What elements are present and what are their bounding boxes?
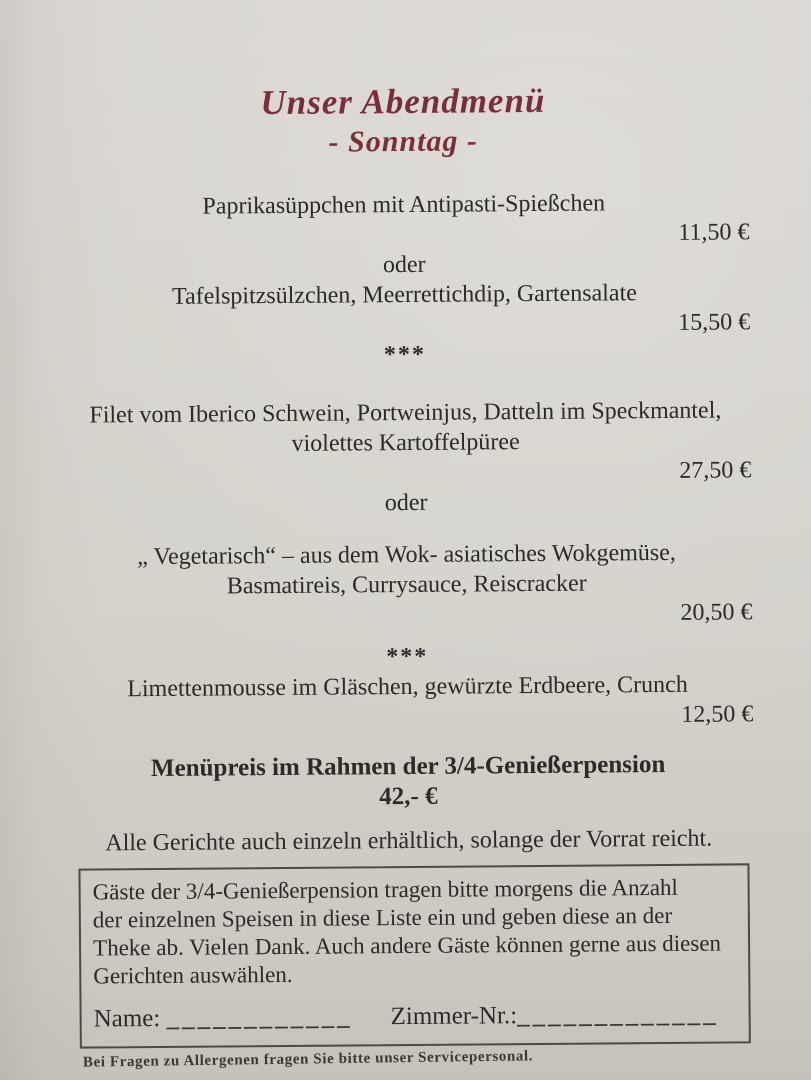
main-option1-name-line1: Filet vom Iberico Schwein, Portweinjus, Datteln im Speckmantel, xyxy=(89,397,722,429)
menu-subtitle: - Sonntag - xyxy=(328,124,479,159)
or-separator-label: oder xyxy=(384,489,428,517)
dessert-name: Limettenmousse im Gläschen, gewürzte Erdbeere, Crunch xyxy=(127,671,688,703)
starter-option2-price: 15,50 € xyxy=(678,309,751,336)
name-blank-line: ____________ xyxy=(166,1003,353,1032)
info-line: Gäste der 3/4-Genießerpension tragen bitte morgens die Anzahl xyxy=(92,874,678,905)
info-line: der einzelnen Speisen in diese Liste ein und geben diese an der xyxy=(92,902,673,933)
room-number-label: Zimmer-Nr.: xyxy=(390,1002,518,1031)
dessert-price: 12,50 € xyxy=(681,701,754,728)
allergen-note: Bei Fragen zu Allergenen fragen Sie bitte unser Servicepersonal. xyxy=(82,1048,534,1071)
guest-info-box xyxy=(78,863,750,1048)
name-label: Name: xyxy=(93,1004,161,1033)
availability-note: Alle Gerichte auch einzeln erhältlich, solange der Vorrat reicht. xyxy=(105,825,713,857)
room-number-field xyxy=(390,1000,718,1033)
main-option2-name-line1: „ Vegetarisch“ – aus dem Wok- asiatisches Wokgemüse, xyxy=(137,539,676,571)
starter-option2-name: Tafelspitzsülzchen, Meerrettichdip, Gartensalate xyxy=(171,280,637,310)
course-separator: *** xyxy=(383,341,427,369)
name-field xyxy=(94,1002,353,1034)
main-option1-price: 27,50 € xyxy=(679,457,752,484)
pension-price-value: 42,- € xyxy=(379,782,438,811)
course-separator: *** xyxy=(386,643,429,671)
or-separator-label: oder xyxy=(382,251,426,279)
info-line: Gerichten auswählen. xyxy=(93,961,293,989)
starter-option1-name: Paprikasüppchen mit Antipasti-Spießchen xyxy=(202,190,606,220)
main-option2-name-line2: Basmatireis, Currysauce, Reiscracker xyxy=(226,570,587,600)
main-option1-name-line2: violettes Kartoffelpüree xyxy=(291,429,520,457)
main-option2-price: 20,50 € xyxy=(680,599,753,626)
menu-title: Unser Abendmenü xyxy=(260,80,546,123)
info-line: Theke ab. Vielen Dank. Auch andere Gäste können gerne aus diesen xyxy=(92,930,722,961)
starter-option1-price: 11,50 € xyxy=(678,219,750,246)
pension-price-title: Menüpreis im Rahmen der 3/4-Genießerpension xyxy=(150,750,666,783)
room-number-blank-line: _____________ xyxy=(517,1000,719,1030)
fill-in-row xyxy=(94,999,737,1034)
